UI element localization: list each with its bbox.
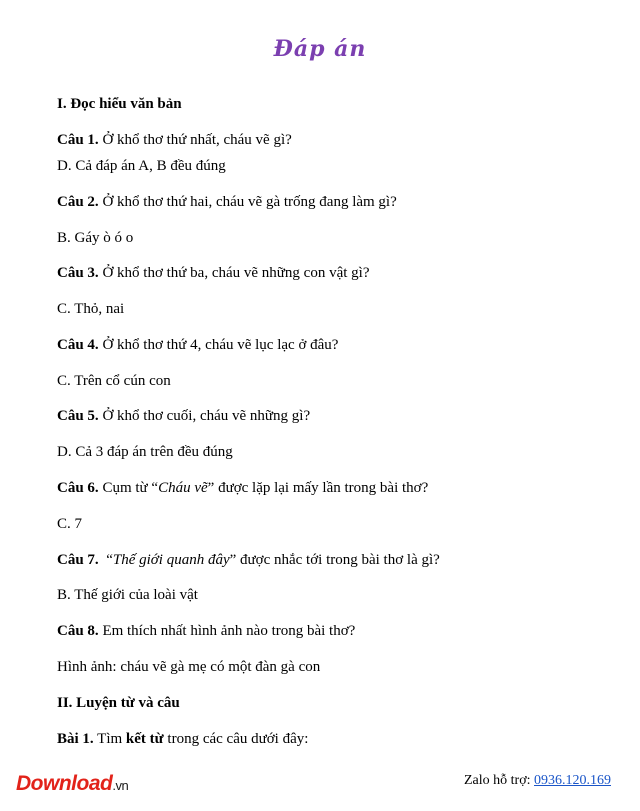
question-6: [57, 480, 428, 497]
answer-3: C. Thỏ, nai: [57, 301, 125, 317]
question-text-italic: Cháu vẽ: [158, 480, 208, 496]
support-contact: [464, 773, 611, 789]
answer-5: D. Cả 3 đáp án trên đều đúng: [57, 444, 233, 460]
support-phone-link[interactable]: 0936.120.169: [534, 773, 611, 788]
question-4: [57, 337, 338, 354]
answer-2: B. Gáy ò ó o: [57, 230, 134, 246]
exercise-text-post: trong các câu dưới đây:: [163, 731, 309, 747]
question-text-post: ” được nhắc tới trong bài thơ là gì?: [229, 552, 440, 568]
question-text-pre: “: [106, 552, 113, 568]
exercise-label: Bài 1.: [57, 731, 94, 747]
logo-main: Download: [16, 772, 113, 795]
exercise-text-bold: kết từ: [125, 731, 164, 747]
question-text: Ở khổ thơ thứ hai, cháu vẽ gà trống đang làm gì?: [102, 194, 397, 210]
section-heading-reading: I. Đọc hiểu văn bản: [57, 96, 182, 112]
answer-6: C. 7: [57, 516, 83, 532]
question-text-pre: Cụm từ “: [102, 480, 159, 496]
question-label: Câu 6.: [57, 480, 99, 496]
question-label: Câu 7.: [57, 552, 99, 568]
page-title: Đáp án: [273, 36, 367, 62]
question-text: Ở khổ thơ cuối, cháu vẽ những gì?: [102, 408, 311, 424]
question-text: Em thích nhất hình ảnh nào trong bài thơ?: [102, 623, 356, 639]
question-text: Ở khổ thơ thứ 4, cháu vẽ lục lạc ở đâu?: [102, 337, 339, 353]
exercise-text-pre: Tìm: [97, 731, 126, 747]
question-text-italic: Thế giới quanh đây: [112, 552, 230, 568]
question-text: Ở khổ thơ thứ nhất, cháu vẽ gì?: [98, 132, 292, 148]
question-text-post: ” được lặp lại mấy lần trong bài thơ?: [207, 480, 429, 496]
question-label: Câu 1.: [57, 132, 99, 148]
answer-7: B. Thế giới của loài vật: [57, 587, 198, 603]
question-text: Ở khổ thơ thứ ba, cháu vẽ những con vật gì?: [102, 265, 370, 281]
answer-4: C. Trên cổ cún con: [57, 373, 171, 389]
question-label: Câu 4.: [57, 337, 99, 353]
question-label: Câu 3.: [57, 265, 99, 281]
section-heading-vocabulary: II. Luyện từ và câu: [57, 695, 180, 711]
question-label: Câu 2.: [57, 194, 99, 210]
question-8: [57, 623, 355, 640]
answer-1: D. Cả đáp án A, B đều đúng: [57, 158, 226, 174]
question-label: Câu 5.: [57, 408, 99, 424]
question-5: [57, 408, 310, 425]
question-label: Câu 8.: [57, 623, 99, 639]
answer-8: Hình ảnh: cháu vẽ gà mẹ có một đàn gà con: [57, 659, 321, 675]
exercise-1: [57, 731, 308, 748]
question-1: [57, 132, 292, 149]
support-label: Zalo hỗ trợ:: [464, 773, 534, 788]
logo-tld: .vn: [112, 778, 129, 793]
download-logo[interactable]: [16, 772, 128, 796]
question-2: [57, 194, 397, 211]
question-3: [57, 265, 370, 282]
question-7: [57, 552, 440, 569]
